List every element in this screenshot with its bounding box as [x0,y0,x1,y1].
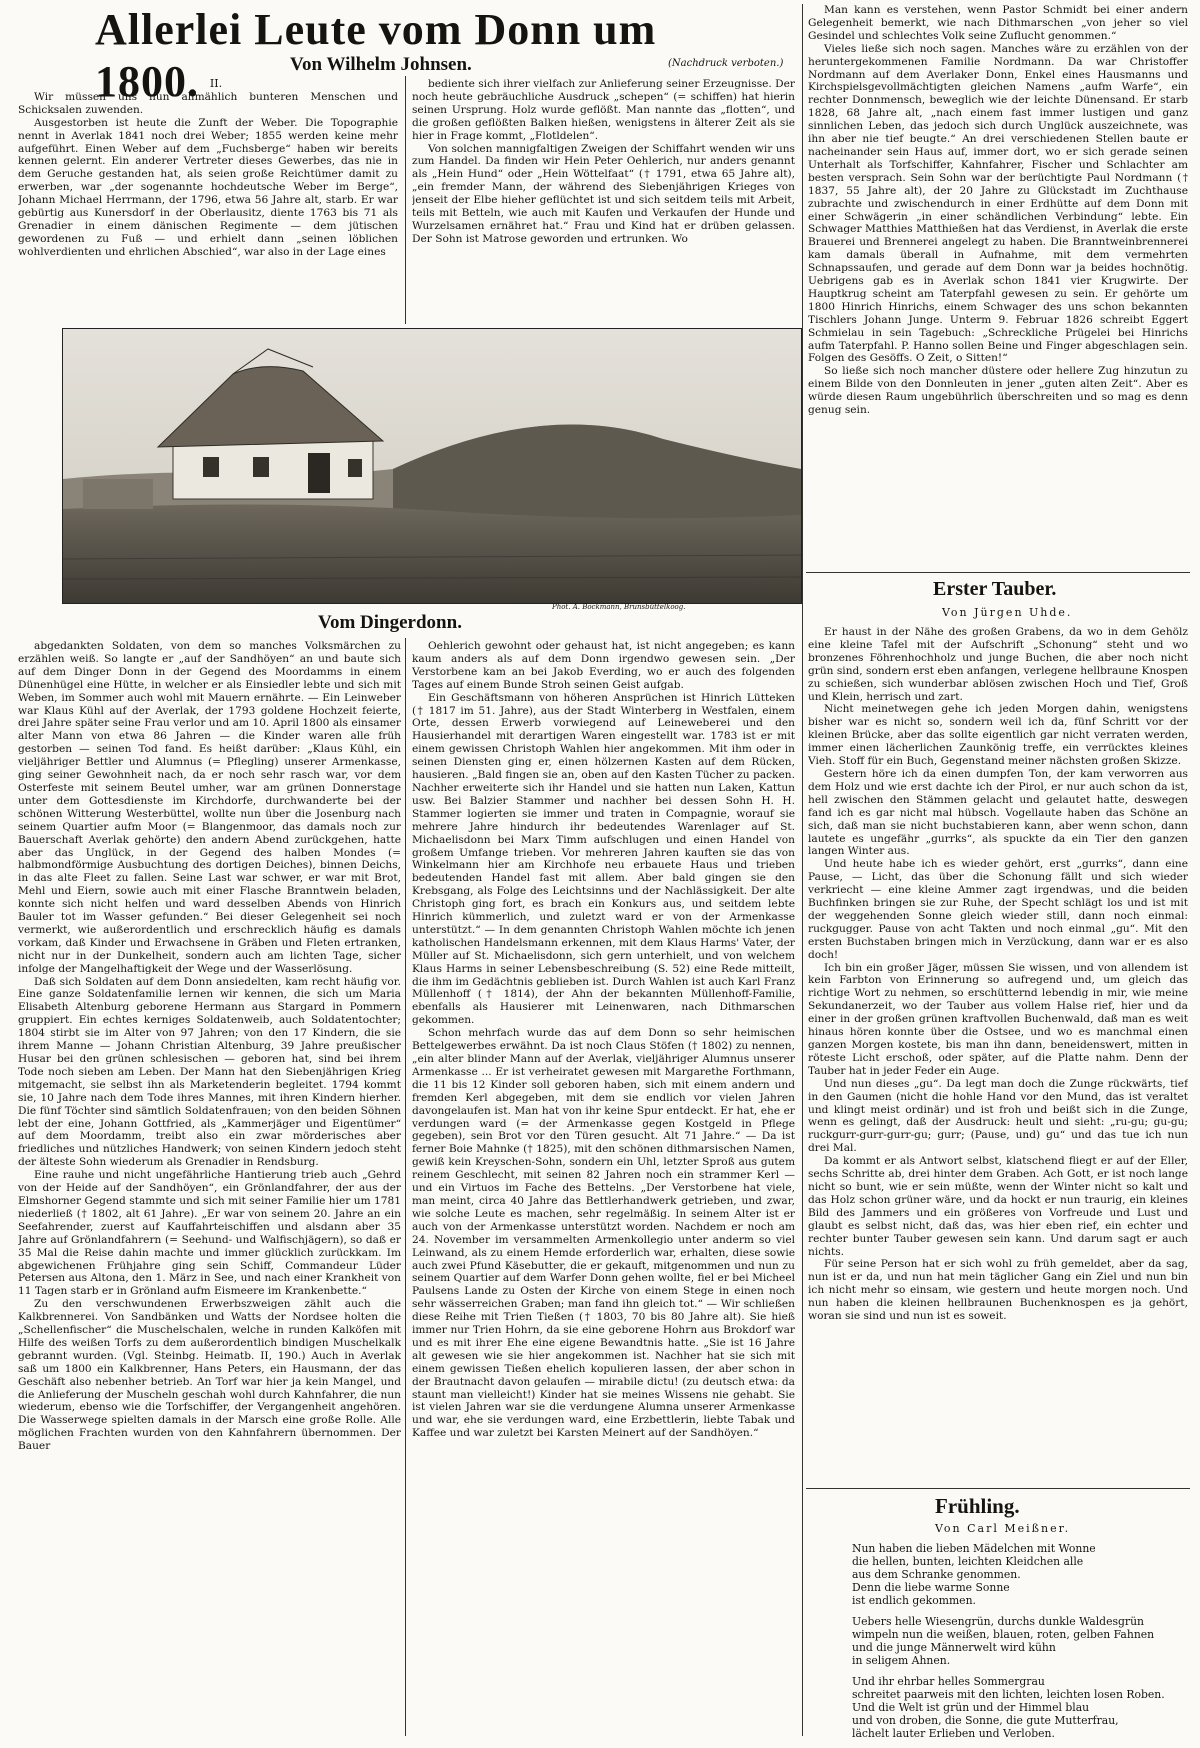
copyright-note: (Nachdruck verboten.) [668,58,784,69]
poem-line: in seligem Ahnen. [852,1654,951,1667]
story-paragraph: Da kommt er als Antwort selbst, klatschend fliegt er auf der Eller, sechs Schritte ab, drei hinter dem Graben. Ach Gott, er ist noch lange nicht so bunt, wie er sein müßte, wenn der Winter nicht so kalt und das Holz schon grüner wäre, und da hockt er nun traurig, ein kleines Bild des Jammers und ein größeres von Vorfreude und Lust und glaubt es selbst nicht, daß das, was hier eben rief, ein echter und rechter bunter Tauber gewesen sein kann. Und darum sagt er auch nichts. [808,1155,1188,1258]
poem-stanza [852,1675,1188,1740]
article-title: Allerlei Leute vom Donn um 1800. [95,5,657,106]
cottage-photo [62,328,802,604]
poem-title: Frühling. [935,1494,1020,1518]
story-paragraph: Gestern höre ich da einen dumpfen Ton, der kam verworren aus dem Holz und wie erst dachte ich der Pirol, er nur auch schon da ist, hell zwischen den Stämmen gelacht und gelautet hatte, deswegen fand ich es gar nicht mal hübsch. Vogellaute haben das Schöne an sich, daß man sie nicht buchstabieren kann, aber wenn schon, dann lautete es ungefähr „gurrks“, als spuckte da ein Tier den ganzen langen Winter aus. [808,767,1188,858]
story-paragraph: Nicht meinetwegen gehe ich jeden Morgen dahin, wenigstens bisher war es nicht so, sondern weil ich da, fünf Schritt vor der kleinen Brücke, aber das sollte eigentlich gar nicht verraten werden, immer einen lächerlichen Zaunkönig treffe, ein verrücktes kleines Vieh. Stoff für ein Buch, Gegenstand meiner nächsten großen Skizze. [808,703,1188,768]
story-author: Von Jürgen Uhde. [942,606,1073,619]
column-divider [806,572,1190,573]
article-paragraph: Ausgestorben ist heute die Zunft der Weber. Die Topographie nennt in Averlak 1841 noch drei Weber; 1855 werden keine mehr aufgeführt. Einen Weber auf dem „Fuchsberge“ haben wir bereits kennen gelernt. Ein anderer Vertreter dieses Gewerbes, das nie in dem Geruche gestanden hat, als seien große Reichtümer damit zu erwerben, war „der sogenannte hochdeutsche Weber im Berge“, Johann Michael Herrmann, der 1796, etwa 56 Jahre alt, starb. Er war gebürtig aus Kunersdorf in der Oberlausitz, diente 1763 bis 71 als Grenadier in einem dänischen Regimente — dem jütischen gewordenen zu Fuß — und erhielt dann „seinen löblichen wohlverdienten und ehrlichen Abschied“, war also in der Lage eines [18,116,398,258]
poem-line: lächelt lauter Erlieben und Verloben. [852,1727,1055,1740]
poem-line: ist endlich gekommen. [852,1594,976,1607]
article-paragraph: Zu den verschwundenen Erwerbszweigen zählt auch die Kalkbrennerei. Von Sandbänken und Watts der Nordsee holten die „Schellenfischer“ die Muschelschalen, welche in runden Kalköfen mit Hilfe des weißen Torfs zu dem außerordentlich bindigen Muschelkalk gebrannt wurden. (Vgl. Steinbg. Heimatb. II, 190.) Auch in Averlak saß um 1800 ein Kalkbrenner, Hans Peters, ein Hausmann, der das Geschäft also nebenher betrieb. An Torf war hier ja kein Mangel, und die Anlieferung der Muscheln geschah wohl durch Kahnfahrer, die nun wiederum, ebenso wie die Torfschiffer, der Vergangenheit angehören. Die Wasserwege spielten damals in der Marsch eine große Rolle. Alle möglichen Frachten wurden von den Kahnfahrern übernommen. Der Bauer [18,1298,401,1453]
story-paragraph: Er haust in der Nähe des großen Grabens, da wo in dem Gehölz eine kleine Tafel mit der Aufschrift „Schonung“ steht und wo bronzenes Föhrenhochholz und junge Buchen, die aber noch nicht grün sind, sondern erst eben anfangen, verlegene hellbraune Knospen zu schießen, sich wunderbar ablösen zwischen Hoch und Tief, Groß und Klein, herrisch und zart. [808,626,1188,703]
section-number: II. [209,78,223,90]
poem-line: und die junge Männerwelt wird kühn [852,1641,1056,1654]
column-divider [806,1488,1190,1489]
photo-title: Vom Dingerdonn. [318,612,462,633]
article-paragraph: So ließe sich noch mancher düstere oder hellere Zug hinzutun zu einem Bilde von den Donnleuten in jener „guten alten Zeit“. Aber es würde diesen Raum ungebührlich überschreiten und so mag es denn genug sein. [808,365,1188,417]
poem-line: schreitet paarweis mit den lichten, leichten losen Roben. [852,1688,1165,1701]
article-paragraph: Daß sich Soldaten auf dem Donn ansiedelten, kam recht häufig vor. Eine ganze Soldatenfamilie lernen wir kennen, die sich um Maria Elisabeth Altenburg geborene Hermann aus Stargard in Pommern gruppiert. Ein echtes kerniges Soldatenweib, auch Soldatentochter; 1804 stirbt sie im Alter von 97 Jahren; von den 17 Kindern, die sie ihrem Manne — Johann Christian Altenburg, 39 Jahre preußischer Husar bei den grünen schlesischen — geboren hat, sind bei ihrem Tode noch sieben am Leben. Der Mann hat den Siebenjährigen Krieg mitgemacht, sie selbst ihn als Marketenderin begleitet. 1794 kommt sie, 10 Jahre nach dem Tode ihres Mannes, mit ihren Kindern hierher. Die fünf Töchter sind sämtlich Soldatenfrauen; von den beiden Söhnen lebt der eine, Johann Gottfried, als „Kammerjäger und Eigentümer“ auf dem Moordamm, treibt also ein zwar mörderisches aber friedliches und nützliches Handwerk; von seinen Kindern jedoch steht der älteste Sohn wiederum als Grenadier in Rendsburg. [18,975,401,1169]
article-paragraph: bediente sich ihrer vielfach zur Anlieferung seiner Erzeugnisse. Der noch heute gebräuchliche Ausdruck „schepen“ (= schiffen) hat hierin seinen Ursprung. Holz wurde geflößt. Man nannte das „flotten“, und die großen geflößten Balken hießen, wenigstens in älterer Zeit als sie hier in Frage kommt, „Flotldelen“. [412,78,795,142]
article-paragraph: abgedankten Soldaten, von dem so manches Volksmärchen zu erzählen weiß. So langte er „auf der Sandhöyen“ an und baute sich auf dem Dinger Donn in der Gegend des Moordamms in einem Dünenhügel eine Hütte, in welcher er als Einsiedler lebte und sich mit Weben, im Sommer auch wohl mit Mauern ernährte. — Ein Leinweber war Klaus Kühl auf der Averlak, der 1793 goldene Hochzeit feierte, drei Jahre später seine Frau verlor und am 10. April 1800 als einsamer alter Mann von etwa 86 Jahren — die Kinder waren alle früh gestorben — seinen Tod fand. Es heißt darüber: „Klaus Kühl, ein vieljähriger Bettler und Alumnus (= Pflegling) unserer Armenkasse, ging seiner Gewohnheit nach, da er noch sehr rasch war, vor dem Osterfeste mit seinem Beutel umher, war am grünen Donnerstage unter dem Gottesdienste im Kirchdorfe, durchwanderte bei der schönen Witterung Westerbüttel, wollte nun über die Josenburg nach seinem Quartier aufm Moor (= Blangenmoor, das damals noch zur Bauerschaft Averlak gehörte) den andern Abend zurückgehen, hatte aber das Unglück, in der Gegend des halben Mondes (= halbmondförmige Ausbuchtung des dortigen Deiches), binnen Deichs, in das alte Fleet zu fallen. Seine Last war schwer, er war mit Brot, Mehl und Eiern, sowie auch mit einer Flasche Branntwein beladen, konnte sich nicht helfen und ward desselben Abends von Hinrich Bauler tot im Wasser gefunden.“ Bei dieser Gelegenheit sei noch vermerkt, wie außerordentlich und erschrecklich häufig es damals vorkam, daß Kinder und Erwachsene in Gräben und Fleten ertranken, nicht nur in der Dunkelheit, sondern auch am lichten Tage, sicher infolge der Mangelhaftigkeit der Wege und der Wasserlösung. [18,640,401,975]
poem-line: die hellen, bunten, leichten Kleidchen alle [852,1555,1084,1568]
photo-caption: Phot. A. Bockmann, Brunsbüttelkoog. [552,603,686,611]
article-column-1-top [18,78,398,322]
article-column-2-bottom [412,640,795,1736]
article-paragraph: Wir müssen uns nun allmählich bunteren Menschen und Schicksalen zuwenden. [18,90,398,116]
poem-line: Denn die liebe warme Sonne [852,1581,1010,1594]
poem-stanza [852,1542,1188,1607]
article-paragraph: Schon mehrfach wurde das auf dem Donn so sehr heimischen Bettelgewerbes erwähnt. Da ist noch Claus Stöfen († 1802) zu nennen, „ein alter blinder Mann auf der Averlak, vieljähriger Alumnus unserer Armenkasse ... Er ist verheiratet gewesen mit Margarethe Forthmann, die 11 bis 12 Kinder soll geboren haben, sich mit einem andern und fremden Kerl abgegeben, mit dem sie endlich vor vielen Jahren davongelaufen ist. Man hat von ihr keine Spur entdeckt. Er hat, ehe er verdungen ward (= der Armenkasse gegen Kostgeld in Pflege gegeben), sein Brot vor den Türen gesucht. Alt 71 Jahre.“ — Da ist ferner Boie Mahnke († 1825), mit den schönen dithmarsischen Namen, gewiß kein Kreyschen-Sohn, sondern ein Uhl, letzter Sproß aus gutem reinem Geschlecht, mit seinen 82 Jahren noch ein strammer Kerl — und ein Virtuos im Fache des Bettelns. „Der Verstorbene hat viele, man meint, circa 40 Jahre das Bettlerhandwerk getrieben, und zwar, wie solche Leute es machen, sehr regelmäßig. In seinem Alter ist er auch von der Armenkasse unterstützt worden. Nachdem er noch am 24. November im versammelten Armenkollegio unter anderm so viel Leinwand, als zu einem Hemde erforderlich war, erhalten, diese sowie auch zwei Pfund Käsebutter, die er gekauft, mitgenommen und nun zu seinem Quartier auf dem Warfer Donn gehen wollte, fiel er bei Micheel Paulsens Lande zu Osten der Kirche von einem Stege in einen noch sehr wässerreichen Graben; man fand ihn gleich tot.“ — Wir schließen diese Reihe mit Trien Tießen († 1803, 70 bis 80 Jahre alt). Sie hieß immer nur Trien Hohrn, da sie eine geborene Hohrn aus Brokdorf war und es mit ihrer Ehe eine eigene Bewandtnis hatte. „Sie ist 16 Jahre alt gewesen wie sie hier angekommen ist. Nachher hat sie sich mit einem gewissen Tießen ehelich kopulieren lassen, der aber schon in der Brautnacht davon gelaufen — mirabile dictu! (zu deutsch etwa: da staunt man vielleicht!) Kinder hat sie meines Wissens nie gehabt. Sie ist vielen Jahren war sie die verdungene Alumna unserer Armenkasse und war, ehe sie verdungen ward, eine Erzbettlerin, liebte Tabak und Kaffee und war zuletzt bei Karsten Meinert auf der Sandhöyen.“ [412,1027,795,1440]
cottage-photo-image [63,329,801,603]
column-rule [405,638,406,1736]
article-column-2-top [412,78,795,322]
article-paragraph: Oehlerich gewohnt oder gehaust hat, ist nicht angegeben; es kann kaum anders als auf dem Donn irgendwo gewesen sein. „Der Verstorbene kam an bei Jakob Everding, wo er auch des folgenden Tages auf einem Bunde Stroh seinen Geist aufgab. [412,640,795,691]
poem-line: aus dem Schranke genommen. [852,1568,1021,1581]
story-title: Erster Tauber. [933,578,1057,600]
poem-line: Uebers helle Wiesengrün, durchs dunkle Waldesgrün [852,1615,1144,1628]
poem-line: Nun haben die lieben Mädelchen mit Wonne [852,1542,1096,1555]
column-rule [802,4,803,1736]
story-paragraph: Und heute habe ich es wieder gehört, erst „gurrks“, dann eine Pause, — Licht, das über die Schonung fällt und sich wieder verkriecht — eine kleine Ammer zagt irgendwas, und die beiden Buchfinken bringen sie zur Ruhe, der Specht schlägt los und ist mit der weggehenden Sonne gleich wieder still, dann noch einmal: ruckgugger. Pause von acht Takten und noch einmal „gu“. Mit den ersten Buchstaben bringen mich in Verzückung, dann war er es also doch! [808,858,1188,961]
poem-line: und von droben, die Sonne, die gute Mutterfrau, [852,1714,1119,1727]
article-byline: Von Wilhelm Johnsen. [290,54,472,75]
story-paragraph: Und nun dieses „gu“. Da legt man doch die Zunge rückwärts, tief in den Gaumen (nicht die hohle Hand vor den Mund, das ist veraltet und klingt meist ordinär) und ist froh und beißt sich in die Zunge, wenn es gelingt, daß der Ausdruck: heult und sieht: „ru-gu; gu-gu; ruckgurr-gurr-gurr-gu; gurr; (Pause, und) gu“ und das tue ich nun drei Mal. [808,1077,1188,1155]
article-paragraph: Vieles ließe sich noch sagen. Manches wäre zu erzählen von der heruntergekommenen Familie Nordmann. Da war Christoffer Nordmann auf dem Averlaker Donn, Enkel eines Hausmanns und Kirchspielsgevollmächtigten gleichen Namens „aufm Warfe“, ein rechter Donnmensch, beweglich wie der leichte Dünensand. Er starb 1828, 68 Jahre alt, „nach einem fast immer lustigen und ganz sinnlichen Leben, das jedoch sich durch Unglück auszeichnete, was ihn aber nie tief beugte.“ An drei verschiedenen Stellen baute er nacheinander sein Haus auf, immer dort, wo er sich gerade seinen Unterhalt als Torfschiffer, Kahnfahrer, Fischer und Schlachter am besten versprach. Sein Sohn war der berüchtigte Paul Nordmann († 1837, 55 Jahre alt), der 20 Jahre zu Glückstadt im Zuchthause zubrachte und zwischendurch in einer Erdhütte auf dem Donn mit einer Schwägerin „in einer schändlichen Verbindung“ lebte. Ein Schwager Matthies Matthießen hat das Verdienst, in Averlak die erste Brauerei und Brennerei angelegt zu haben. Die Branntweinbrennerei kam damals überall in Aufnahme, mit dem vermehrten Schnapssaufen, und gerade auf dem Donn war ja beides hochnötig. Uebrigens gab es in Averlak schon 1841 vier Krugwirte. Der Hauptkrug scheint am Taterpfahl gewesen zu sein. Er gehörte um 1800 Hinrich Hinrichs, einem Schwager des uns schon bekannten Tischlers Johann Junge. Unterm 9. Februar 1826 schreibt Eggert Schmielau in sein Tagebuch: „Schreckliche Prügelei bei Hinrichs aufm Taterpfahl. P. Hanno sollen Beine und Finger abgeschlagen sein. Folgen des Gesöffs. O Zeit, o Sitten!“ [808,42,1188,365]
article-column-3 [808,4,1188,570]
article-paragraph: Von solchen mannigfaltigen Zweigen der Schiffahrt wenden wir uns zum Handel. Da finden wir Hein Peter Oehlerich, nur anders genannt als „Hein Hund“ oder „Hein Wöttelfaat“ († 1791, etwa 65 Jahre alt), „ein fremder Mann, der während des Siebenjährigen Krieges von jenseit der Elbe hieher geflüchtet ist und sich seitdem teils mit Arbeit, teils mit Betteln, wie auch mit Kaufen und Verkaufen der Hunde und Wurzelsamen ernähret hat.“ Frau und Kind hat er drüben gelassen. Der Sohn ist Matrose geworden und ertrunken. Wo [412,142,795,245]
story-body [808,626,1188,1486]
article-paragraph: Ein Geschäftsmann von höheren Ansprüchen ist Hinrich Lütteken († 1817 im 51. Jahre), aus der Stadt Winterberg in Westfalen, einem Orte, dessen Erwerb vorwiegend auf Leineweberei und den Hausierhandel mit derartigen Waren eingestellt war. 1783 ist er mit einem gewissen Christoph Wahlen hier angekommen. Mit ihm oder in seinen Diensten ging er, einen hölzernen Kasten auf dem Rücken, hausieren. „Bald fingen sie an, oben auf den Kasten Tücher zu packen. Nachher erweiterte sich ihr Handel und sie hatten nun Laken, Kattun usw. Bei Balzier Stammer und nachher bei dessen Sohn H. H. Stammer logierten sie immer und traten in Compagnie, worauf sie mehrere Jahre hindurch ihr bedeutendes Warenlager auf St. Michaelisdonn bei Marx Timm aufschlugen und einen Handel von großem Umfange trieben. Vor mehreren Jahren kauften sie das von Winkelmann hier am Kirchhofe neu erbauete Haus und trieben bedeutenden Handel fast mit allem. Aber bald gingen sie den Krebsgang, als Folge des Leichtsinns und der Nachlässigkeit. Der alte Christoph ging fort, es brach ein Konkurs aus, und seitdem lebte Hinrich kümmerlich, und zuletzt ward er von der Armenkasse unterstützt.“ — In dem genannten Christoph Wahlen möchte ich jenen katholischen Handelsmann erkennen, mit dem Klaus Harms' Vater, der Müller auf St. Michaelisdonn, sich gern unterhielt, und von welchem Klaus Harms in seiner Lebensbeschreibung (S. 52) eine Rede mitteilt, die ihm im Gedächtnis geblieben ist. Durch Wahlen ist auch Karl Franz Müllenhoff († 1814), der Ahn der bekannten Müllenhoff-Familie, ebenfalls als Hausierer mit Leinenwaren, nach Dithmarschen gekommen. [412,691,795,1027]
article-paragraph: Man kann es verstehen, wenn Pastor Schmidt bei einer andern Gelegenheit bemerkt, wie nach Dithmarschen „von jeher so viel Gesindel und schlechtes Volk seine Zuflucht genommen.“ [808,4,1188,42]
story-paragraph: Für seine Person hat er sich wohl zu früh gemeldet, aber da sag, nun ist er da, und nun hat mein täglicher Gang ein Ziel und nun bin ich nicht mehr so einsam, wie gestern und heute morgen noch. Und nun haben die kleinen hellbraunen Buchenknospen es ja gehört, woran sie sind und nun ist es soweit. [808,1258,1188,1323]
poem-body [852,1542,1188,1748]
poem-line: Und ihr ehrbar helles Sommergrau [852,1675,1045,1688]
article-column-1-bottom [18,640,401,1736]
poem-line: wimpeln nun die weißen, blauen, roten, gelben Fahnen [852,1628,1155,1641]
column-rule [405,76,406,324]
story-paragraph: Ich bin ein großer Jäger, müssen Sie wissen, und von allendem ist kein Farbton von Erinnerung so aufregend und, um gleich das richtige Wort zu nehmen, so erschütternd lebendig in mir, wie meine Sekundanerzeit, wo der Tauber aus vollem Halse rief, hier und da einer in der großen grünen kraftvollen Buchenwald, daß man es weit hinaus hören konnte über die Ostsee, und wo es manchmal einen ganzen Morgen kostete, bis man ihn dann, beneidenswert, mitten in röteste Licht erschoß, oder später, auf die Platte nahm. Denn der Tauber hat in jeder Feder ein Auge. [808,961,1188,1077]
article-paragraph: Eine rauhe und nicht ungefährliche Hantierung trieb auch „Gehrd von der Heide auf der Sandhöyen“, ein Grönlandfahrer, der aus der Elmshorner Gegend stammte und sich mit seiner Familie hier um 1781 niederließ († 1802, alt 61 Jahre). „Er war von seinem 20. Jahre an ein Seefahrender, zuerst auf Kauffahrteischiffen und alsdann aber 35 Jahre auf Grönlandfahrern (= Seehund- und Walfischjägern), so daß er 35 Mal die Reise dahin machte und immer glücklich zurückkam. Im abgewichenen Frühjahre ging sein Schiff, Commandeur Lüder Petersen aus Altona, den 1. März in See, und nach einer Krankheit von 11 Tagen starb er in Grönland aufm Eismeere im Krankenbette.“ [18,1169,401,1298]
poem-author: Von Carl Meißner. [935,1522,1071,1535]
poem-line: Und die Welt ist grün und der Himmel blau [852,1701,1090,1714]
poem-stanza [852,1615,1188,1667]
